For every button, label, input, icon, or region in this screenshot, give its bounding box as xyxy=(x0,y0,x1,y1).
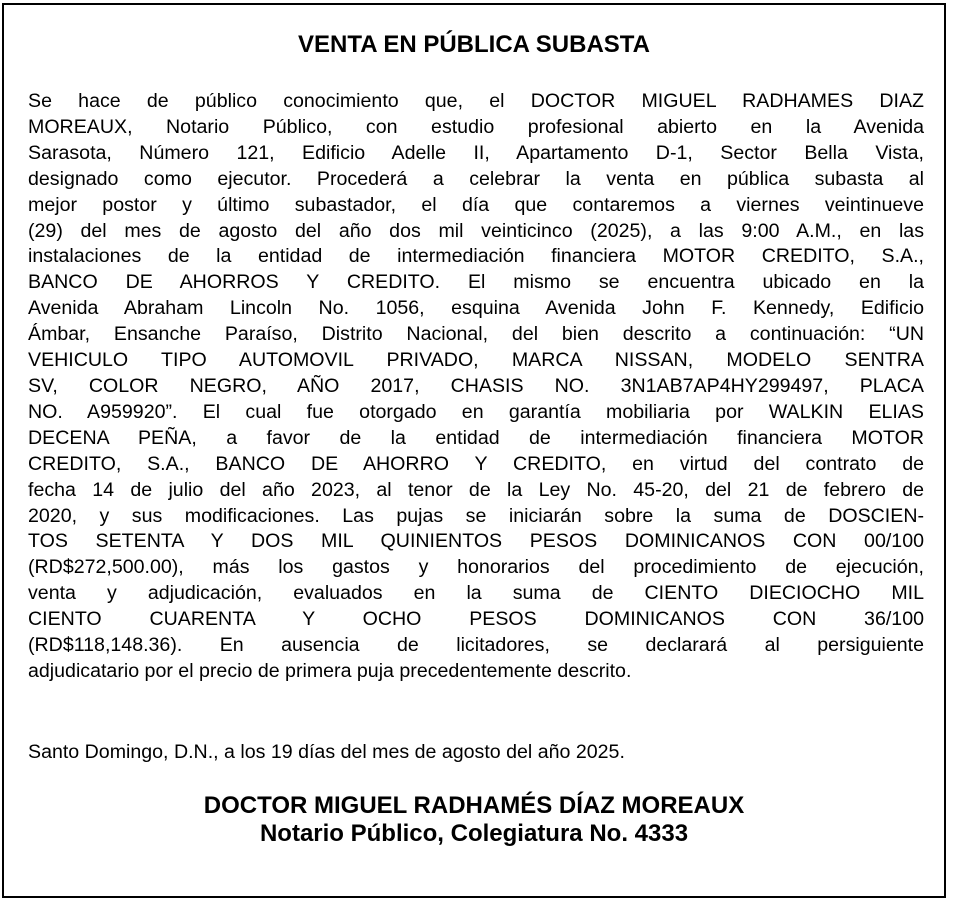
body-line: (29) del mes de agosto del año dos mil veinticinco (2025), a las 9:00 A.M., en las xyxy=(28,219,924,242)
notice-body xyxy=(28,89,924,685)
body-line: TOS SETENTA Y DOS MIL QUINIENTOS PESOS DOMINICANOS CON 00/100 xyxy=(28,530,924,553)
body-line: DECENA PEÑA, a favor de la entidad de intermediación financiera MOTOR xyxy=(28,426,924,449)
body-line: Avenida Abraham Lincoln No. 1056, esquina Avenida John F. Kennedy, Edificio xyxy=(28,297,924,320)
body-line: designado como ejecutor. Procederá a celebrar la venta en pública subasta al xyxy=(28,167,924,190)
date-line: Santo Domingo, D.N., a los 19 días del mes de agosto del año 2025. xyxy=(28,741,625,763)
body-line: Sarasota, Número 121, Edificio Adelle II, Apartamento D-1, Sector Bella Vista, xyxy=(28,141,924,164)
body-line: CREDITO, S.A., BANCO DE AHORRO Y CREDITO, en virtud del contrato de xyxy=(28,452,924,475)
body-line: venta y adjudicación, evaluados en la suma de CIENTO DIECIOCHO MIL xyxy=(28,582,924,605)
body-line: VEHICULO TIPO AUTOMOVIL PRIVADO, MARCA NISSAN, MODELO SENTRA xyxy=(28,349,924,372)
body-line: SV, COLOR NEGRO, AÑO 2017, CHASIS NO. 3N1AB7AP4HY299497, PLACA xyxy=(28,374,924,397)
body-line: 2020, y sus modificaciones. Las pujas se iniciarán sobre la suma de DOSCIEN- xyxy=(28,504,924,527)
signature-block xyxy=(4,792,944,848)
body-line: NO. A959920”. El cual fue otorgado en garantía mobiliaria por WALKIN ELIAS xyxy=(28,400,924,423)
body-line: Se hace de público conocimiento que, el DOCTOR MIGUEL RADHAMES DIAZ xyxy=(28,90,924,112)
body-line: fecha 14 de julio del año 2023, al tenor de la Ley No. 45-20, del 21 de febrero de xyxy=(28,478,924,501)
body-line: Ámbar, Ensanche Paraíso, Distrito Nacional, del bien descrito a continuación: “UN xyxy=(28,323,924,346)
body-line: adjudicatario por el precio de primera puja precedentemente descrito. xyxy=(28,659,632,682)
notice-title: VENTA EN PÚBLICA SUBASTA xyxy=(297,31,650,58)
body-line: (RD$272,500.00), más los gastos y honorarios del procedimiento de ejecución, xyxy=(28,556,924,579)
body-line: instalaciones de la entidad de intermediación financiera MOTOR CREDITO, S.A., xyxy=(28,245,924,268)
signatory-role: Notario Público, Colegiatura No. 4333 xyxy=(259,820,689,847)
body-line: (RD$118,148.36). En ausencia de licitadores, se declarará al persiguiente xyxy=(28,634,924,657)
body-line: CIENTO CUARENTA Y OCHO PESOS DOMINICANOS CON 36/100 xyxy=(28,608,924,631)
body-line: mejor postor y último subastador, el día que contaremos a viernes veintinueve xyxy=(28,193,924,216)
body-line: BANCO DE AHORROS Y CREDITO. El mismo se encuentra ubicado en la xyxy=(28,271,924,294)
signatory-name: DOCTOR MIGUEL RADHAMÉS DÍAZ MOREAUX xyxy=(203,792,745,819)
legal-notice xyxy=(2,3,946,898)
body-line: MOREAUX, Notario Público, con estudio profesional abierto en la Avenida xyxy=(28,115,924,138)
